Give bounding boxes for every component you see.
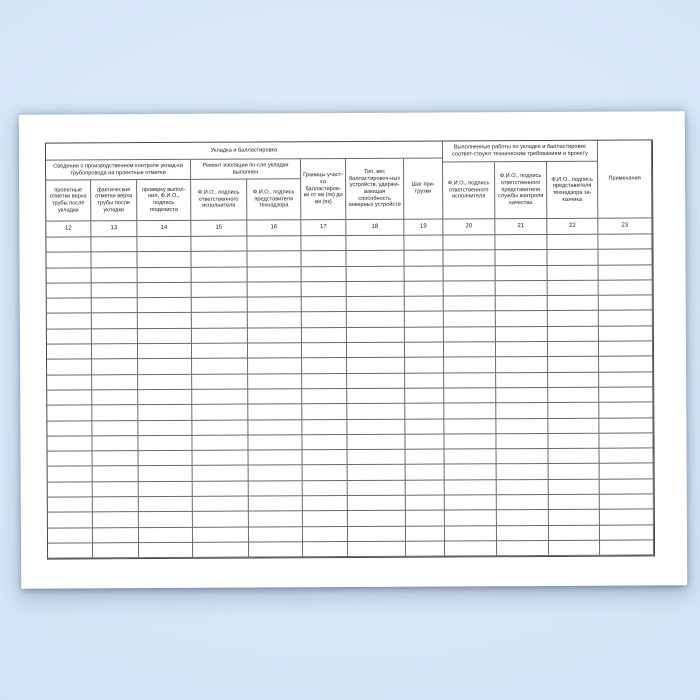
empty-cell [47,299,92,315]
empty-cell [303,496,348,512]
empty-cell [138,436,192,452]
empty-cell [191,252,247,268]
empty-cell [405,343,444,359]
empty-cell [600,540,654,556]
empty-cell [248,435,302,451]
empty-cell [444,281,496,297]
empty-cell [406,541,445,557]
header-quality-control-rep-signature: Ф.И.О., подпись ответственного представителя службы контроля качества [495,162,547,219]
header-executor-signature: Ф.И.О., подпись ответственного исполнителя [191,180,247,221]
column-number-22: 22 [547,219,598,235]
empty-cell [548,403,599,419]
empty-cell [47,421,92,437]
empty-cell [302,374,347,390]
empty-cell [92,298,138,314]
empty-cell [600,449,654,465]
empty-cell [347,373,405,389]
empty-cell [47,329,92,345]
empty-cell [302,389,347,405]
empty-cell [406,465,445,481]
empty-cell [444,388,496,404]
empty-cell [445,526,497,542]
empty-cell [495,235,547,251]
empty-cell [192,374,248,390]
empty-cell [139,466,193,482]
empty-cell [445,495,497,511]
empty-cell [496,296,548,312]
empty-cell [599,433,653,449]
empty-cell [93,528,139,544]
empty-cell [192,405,248,421]
empty-cell [302,404,347,420]
empty-cell [138,405,192,421]
empty-cell [249,512,303,528]
empty-cell [348,496,406,512]
empty-cell [549,479,600,495]
empty-cell [444,342,496,358]
empty-cell [48,497,93,513]
empty-cell [444,419,496,435]
empty-cell [497,449,549,465]
empty-cell [549,464,600,480]
empty-cell [496,357,548,373]
empty-cell [548,296,599,312]
empty-cell [405,373,444,389]
empty-cell [138,375,192,391]
header-ballasting-section-limits: Границы участ-ка балластиров-ки от км (пк) до км (пк) [301,159,346,220]
empty-cell [548,326,599,342]
empty-cell [549,495,600,511]
empty-cell [138,329,192,345]
empty-cell [302,297,347,313]
empty-cell [139,451,193,467]
empty-cell [138,298,192,314]
empty-cell [497,464,549,480]
empty-cell [249,496,303,512]
empty-cell [496,311,548,327]
empty-cell [347,419,405,435]
empty-cell [405,281,444,297]
empty-cell [192,313,248,329]
empty-cell [92,436,138,452]
empty-cell [405,419,444,435]
empty-cell [445,541,497,557]
column-number-15: 15 [191,221,247,237]
empty-cell [248,328,302,344]
empty-cell [497,495,549,511]
empty-cell [599,311,653,327]
empty-cell [600,510,654,526]
empty-cell [443,251,495,267]
empty-cell [444,312,496,328]
empty-cell [549,449,600,465]
empty-cell [406,526,445,542]
empty-cell [193,497,249,513]
empty-cell [347,343,405,359]
empty-cell [303,511,348,527]
empty-cell [48,528,93,544]
empty-cell [599,326,653,342]
empty-cell [404,236,443,252]
empty-cell [549,541,600,557]
empty-cell [496,403,548,419]
empty-cell [192,267,248,283]
empty-cell [346,236,404,252]
empty-cell [48,482,93,498]
empty-cell [347,282,405,298]
empty-cell [92,329,138,345]
empty-cell [445,465,497,481]
empty-cell [91,252,137,268]
empty-cell [93,451,139,467]
empty-cell [548,311,599,327]
empty-cell [346,251,404,267]
empty-cell [138,283,192,299]
empty-cell [47,344,92,360]
empty-cell [347,266,405,282]
empty-cell [444,404,496,420]
empty-cell [47,360,92,376]
empty-cell [547,235,598,251]
empty-cell [92,421,138,437]
empty-cell [192,344,248,360]
empty-cell [139,482,193,498]
empty-cell [138,359,192,375]
empty-cell [599,265,653,281]
empty-cell [548,342,599,358]
empty-cell [348,542,406,558]
column-number-18: 18 [346,220,404,236]
header-notes: Примечания [598,140,652,218]
empty-cell [599,387,653,403]
column-number-14: 14 [137,221,191,237]
header-surveyor-check-signature: проверку выпол-нил, Ф.И.О., подпись геодезиста [137,180,191,221]
empty-cell [347,389,405,405]
empty-cell [192,390,248,406]
empty-cell [496,327,548,343]
empty-cell [599,403,653,419]
empty-cell [137,252,191,268]
empty-cell [600,494,654,510]
empty-cell [348,480,406,496]
empty-cell [444,358,496,374]
header-works-conform-requirements: Выполненные работы по укладке и балластировке соответ-ствуют техническим требованиям и проекту [443,141,598,163]
empty-cell [46,253,91,269]
empty-cell [248,343,302,359]
empty-cell [495,250,547,266]
header-design-top-elevations: проектные отметки верха трубы после укладки [46,180,91,221]
empty-cell [548,357,599,373]
empty-cell [192,359,248,375]
empty-cell [347,328,405,344]
empty-cell [547,250,598,266]
empty-cell [139,497,193,513]
empty-cell [302,328,347,344]
empty-cell [405,404,444,420]
empty-cell [139,527,193,543]
empty-cell [303,450,348,466]
empty-cell [496,281,548,297]
column-number-21: 21 [495,219,547,235]
column-number-12: 12 [46,221,91,237]
empty-cell [92,405,138,421]
empty-cell [405,434,444,450]
empty-cell [48,467,93,483]
empty-cell [303,527,348,543]
column-number-20: 20 [443,219,495,235]
empty-cell [93,467,139,483]
empty-cell [47,375,92,391]
empty-cell [47,283,92,299]
empty-cell [249,450,303,466]
empty-cell [599,372,653,388]
empty-cell [302,282,347,298]
empty-cell [48,543,93,559]
empty-cell [404,251,443,267]
empty-cell [302,358,347,374]
empty-cell [347,435,405,451]
empty-cell [248,405,302,421]
empty-cell [445,480,497,496]
empty-cell [406,496,445,512]
empty-cell [405,266,444,282]
empty-cell [405,312,444,328]
empty-cell [302,343,347,359]
empty-cell [406,450,445,466]
empty-cell [47,436,92,452]
empty-cell [496,342,548,358]
empty-cell [93,512,139,528]
empty-cell [47,390,92,406]
header-loading-step: Шаг при-грузки [404,159,443,220]
empty-cell [302,435,347,451]
empty-cell [598,234,652,250]
empty-cell [444,434,496,450]
empty-cell [192,298,248,314]
empty-cell [192,328,248,344]
empty-cell [443,235,495,251]
header-ballast-device-type-weight: Тип, вес балластировоч-ных устройств, удержи-вающая способность анкерных устройств [346,159,404,220]
empty-cell [599,418,653,434]
empty-cell [496,266,548,282]
column-number-19: 19 [404,220,443,236]
empty-cell [445,511,497,527]
empty-cell [348,465,406,481]
empty-cell [599,342,653,358]
empty-cell [405,327,444,343]
empty-cell [301,236,346,252]
empty-cell [248,313,302,329]
empty-cell [192,435,248,451]
empty-cell [93,482,139,498]
empty-cell [248,267,302,283]
empty-cell [249,527,303,543]
empty-cell [303,542,348,558]
empty-cell [497,480,549,496]
empty-cell [193,451,249,467]
empty-cell [496,419,548,435]
empty-cell [92,360,138,376]
empty-cell [138,267,192,283]
empty-cell [549,525,600,541]
empty-cell [92,283,138,299]
empty-cell [46,237,91,253]
empty-cell [193,527,249,543]
header-customer-supervision-signature: Ф.И.О., подпись представителя технадзора за-казчика [547,162,598,219]
empty-cell [302,420,347,436]
header-insulation-repair: Ремонт изоляции по-сле укладки выполнен [191,159,301,180]
empty-cell [92,375,138,391]
empty-cell [193,466,249,482]
empty-cell [303,465,348,481]
empty-cell [348,511,406,527]
empty-cell [48,513,93,529]
empty-cell [496,373,548,389]
empty-cell [92,344,138,360]
empty-cell [548,281,599,297]
empty-cell [600,479,654,495]
empty-cell [138,420,192,436]
empty-cell [47,406,92,422]
column-number-23: 23 [598,218,652,234]
empty-cell [192,420,248,436]
header-responsible-executor-signature: Ф.И.О., подпись ответственного исполнителя [443,162,495,219]
empty-cell [445,449,497,465]
empty-cell [193,481,249,497]
empty-cell [302,267,347,283]
column-number-17: 17 [301,220,346,236]
empty-cell [497,541,549,557]
empty-cell [138,313,192,329]
empty-cell [405,358,444,374]
empty-cell [138,344,192,360]
empty-cell [249,466,303,482]
empty-cell [191,237,247,253]
header-supervision-rep-signature: Ф.И.О., подпись представителя технадзора [247,179,301,220]
empty-cell [92,268,138,284]
empty-cell [139,543,193,559]
empty-cell [47,314,92,330]
empty-cell [599,296,653,312]
empty-cell [248,359,302,375]
empty-cell [193,542,249,558]
empty-cell [347,404,405,420]
column-number-16: 16 [247,220,301,236]
empty-cell [93,543,139,559]
empty-cell [92,314,138,330]
empty-cell [138,390,192,406]
empty-cell [496,434,548,450]
empty-cell [406,511,445,527]
empty-cell [548,418,599,434]
empty-cell [600,464,654,480]
empty-cell [47,268,92,284]
empty-cell [598,250,652,266]
empty-cell [444,296,496,312]
empty-cell [302,313,347,329]
empty-cell [247,252,301,268]
empty-cell [548,388,599,404]
empty-cell [48,452,93,468]
empty-cell [192,282,248,298]
empty-cell [91,237,137,253]
empty-cell [497,510,549,526]
empty-cell [248,420,302,436]
empty-cell [548,434,599,450]
empty-cell [548,265,599,281]
empty-cell [496,388,548,404]
empty-cell [301,251,346,267]
empty-cell [347,358,405,374]
header-production-control-info: Сведения о производственном контроле уклад-ки трубопровода на проектные отметки [46,160,191,181]
empty-cell [405,388,444,404]
empty-cell [600,525,654,541]
empty-cell [549,510,600,526]
column-number-13: 13 [91,221,137,237]
empty-cell [248,374,302,390]
empty-cell [137,237,191,253]
empty-cell [348,526,406,542]
empty-cell [248,282,302,298]
empty-cell [347,312,405,328]
empty-cell [405,297,444,313]
empty-cell [248,297,302,313]
empty-cell [444,266,496,282]
empty-cell [497,526,549,542]
empty-cell [247,236,301,252]
empty-cell [248,389,302,405]
empty-cell [249,542,303,558]
header-laying-and-ballasting: Укладка и балластировка [46,142,443,161]
empty-cell [548,372,599,388]
empty-cell [599,357,653,373]
empty-cell [348,450,406,466]
empty-cell [249,481,303,497]
empty-cell [347,297,405,313]
empty-cell [139,512,193,528]
empty-cell [303,481,348,497]
document-page [19,111,687,588]
empty-cell [444,327,496,343]
empty-cell [599,280,653,296]
empty-cell [193,512,249,528]
empty-cell [444,373,496,389]
header-actual-top-elevations: фактические отметки верха трубы после укладки [91,180,137,221]
empty-cell [92,390,138,406]
empty-cell [406,480,445,496]
ballasting-log-table [45,139,655,559]
empty-cell [93,497,139,513]
